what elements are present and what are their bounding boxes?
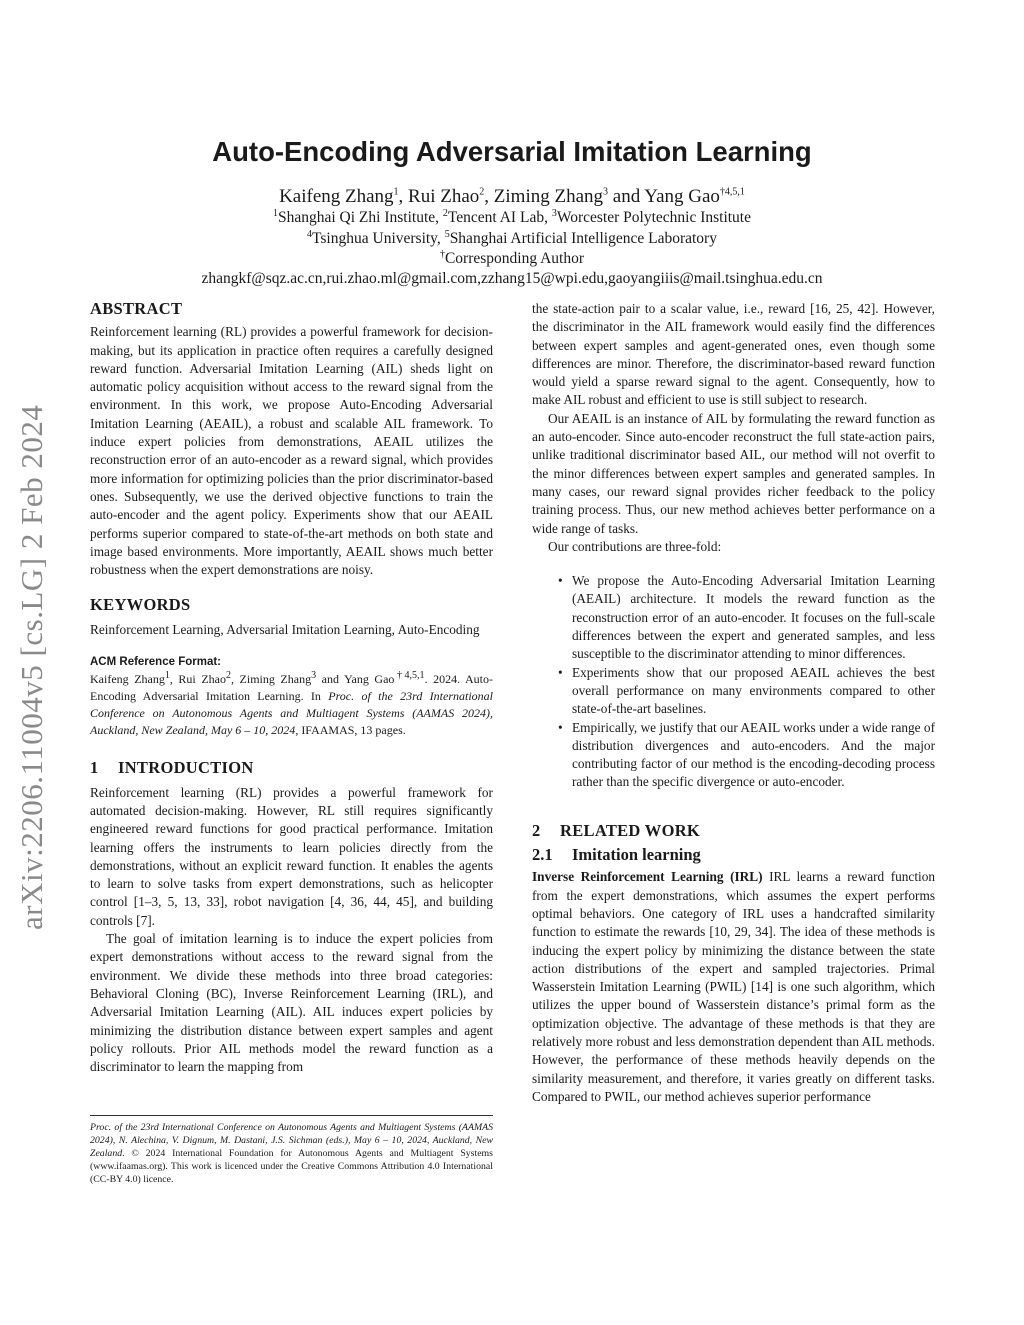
author-sup: 2 [479,186,485,198]
contributions-intro: Our contributions are three-fold: [548,538,722,554]
irl-text: IRL learns a reward function from the expert demonstrations, which assumes the expert performs optimal behaviors. One category of IRL uses a handcrafted similarity function to estimate the rewards [10, 29, 34]. The idea of these methods is inducing the expert policy by minimizing the distance between the state action distributions of the expert and sampled trajectories. Primal Wasserstein Imitation Learning (PWIL) [14] is one such algorithm, which utilizes the upper bound of Wasserstein distance’s primal form as the optimization objective. The advantage of these methods is that they are relatively more robust and less demonstration dependent than AIL methods. However, the performance of these methods heavily depends on the similarity measurement, and therefore, it varies greatly on different tasks. Compared to PWIL, our method achieves superior performance [532,869,936,1104]
right-paragraph-1: the state-action pair to a scalar value, i.e., reward [16, 25, 42]. However, the discriminator in the AIL framework would easily find the differences between expert samples and agent-generated ones, even though some differences are minor. Therefore, the discriminator-based reward function would yield a sparse reward signal to the agent. Consequently, how to make AIL robust and efficient to use is still subject to research. [532,301,935,408]
affiliation-line-1 [0,208,1024,228]
section-title: RELATED WORK [560,820,701,840]
acm-sup: 3 [311,670,317,682]
list-item [532,664,935,719]
keywords-text: Reinforcement Learning, Adversarial Imitation Learning, Auto-Encoding [90,621,480,637]
corresponding-author [0,249,1024,269]
arxiv-stamp: arXiv:2206.11004v5 [cs.LG] 2 Feb 2024 [14,404,49,930]
paper-title: Auto-Encoding Adversarial Imitation Learning [212,136,812,167]
affil-text: Worcester Polytechnic Institute [556,209,751,226]
section-number: 2 [532,820,541,840]
author-sup: 3 [603,186,609,198]
intro-paragraph-2: The goal of imitation learning is to induce the expert policies from expert demonstrations without access to the reward signal from the environment. We divide these methods into three broad categories: Behavioral Cloning (BC), Inverse Reinforcement Learning (IRL), and Adversarial Imitation Learning (AIL). AIL induces expert policies by minimizing the distribution distance between expert samples and agent policy rollouts. Prior AIL methods model the reward function as a discriminator to learn the mapping from [90,931,493,1075]
affiliation-line-2 [0,229,1024,249]
author-list [0,185,1024,209]
dagger-sup: † [439,248,445,260]
acm-author: and Yang Gao [316,672,395,687]
author-emails: zhangkf@sqz.ac.cn,rui.zhao.ml@gmail.com,zzhang15@wpi.edu,gaoyangiiis@mail.tsinghua.edu.cn [201,270,823,287]
acm-reference-text [90,671,493,739]
affil-sup: 4 [307,228,313,240]
author-name: , Ziming Zhang [484,186,604,207]
intro-paragraph-1: Reinforcement learning (RL) provides a powerful framework for automated decision-making. However, RL still requires significantly engineered reward functions for good practical performance. Imitation learning offers the instruments to learn policies directly from the demonstrations, without an explicit reward function. It enables the agents to learn to solve tasks from expert demonstrations, such as helicopter control [1–3, 5, 13, 33], robot navigation [4, 36, 44, 45], and building controls [7]. [90,784,493,928]
affil-sup: 2 [442,207,448,219]
affil-sup: 5 [444,228,450,240]
bullet-icon: • [558,664,563,680]
acm-sup: 1 [164,670,170,682]
subsection-number: 2.1 [532,845,553,865]
list-item-text: Experiments show that our proposed AEAIL achieves the best overall performance on many environments compared to other state-of-the-art baselines. [572,664,935,717]
list-item [532,719,935,792]
affil-sup: 3 [551,207,557,219]
bullet-icon: • [558,719,563,735]
abstract-heading: ABSTRACT [90,299,183,318]
acm-reference-heading: ACM Reference Format: [90,656,221,669]
affil-text: Shanghai Artificial Intelligence Laboratory [449,230,717,247]
keywords-heading: KEYWORDS [90,595,191,615]
related-work-heading [532,822,935,840]
contributions-list [532,572,935,792]
irl-run-in-heading: Inverse Reinforcement Learning (IRL) [532,869,763,885]
list-item [532,572,935,663]
affil-text: Tencent AI Lab, [447,209,552,226]
list-item-text: Empirically, we justify that our AEAIL works under a wide range of distribution divergences and auto-encoders. And the major contributing factor of our method is the encoding-decoding process rather than the specific divergence or auto-encoder. [572,719,935,790]
corresponding-text: Corresponding Author [444,250,585,267]
right-paragraph-2: Our AEAIL is an instance of AIL by formulating the reward function as an auto-encoder. Since auto-encoder reconstruct the full state-action pairs, unlike traditional discriminator based AIL, our method will not overfit to the minor differences between expert samples and generated samples. In many cases, our reward signal provides richer feedback to the policy training process. Thus, our new method achieves better performance on a wide range of tasks. [532,410,935,536]
copyright-footnote [90,1121,493,1186]
footnote-text: . © 2024 International Foundation for Autonomous Agents and Multiagent Systems (www.ifaamas.org). This work is licenced under the Creative Commons Attribution 4.0 International (CC-BY 4.0) licence. [90,1148,493,1186]
footnote-venue: Proc. of the 23rd International Conference on Autonomous Agents and Multiagent Systems (AAMAS 2024), N. Alechina, V. Dignum, M. Dastani, J.S. Sichman (eds.), May 6 – 10, 2024, Auckland, New Zealand [90,1122,493,1160]
acm-author: Kaifeng Zhang [90,672,165,687]
left-column [90,300,493,1076]
section-number: 1 [90,758,99,778]
bullet-icon: • [558,573,563,589]
right-column [532,300,935,1106]
section-title: INTRODUCTION [118,758,254,778]
affil-sup: 1 [273,207,278,219]
author-sup: 1 [393,186,399,198]
footnote-rule [90,1115,493,1116]
irl-paragraph [532,868,935,1106]
affil-text: Shanghai Qi Zhi Institute, [278,209,443,226]
intro-heading [90,759,493,777]
acm-citation: . 2024. Auto-Encoding Adversarial Imitation Learning. In [90,672,494,704]
acm-tail: , IFAAMAS, 13 pages. [295,723,406,738]
acm-author: , Rui Zhao [169,672,226,687]
affil-text: Tsinghua University, [312,230,445,247]
subsection-title: Imitation learning [572,845,701,865]
acm-sup: 2 [225,670,231,682]
author-sup: †4,5,1 [719,186,745,198]
abstract-text: Reinforcement learning (RL) provides a powerful framework for decision-making, but its application in practice often requires a carefully designed reward function. Adversarial Imitation Learning (AIL) sheds light on automatic policy acquisition without access to the reward signal from the environment. In this work, we propose Auto-Encoding Adversarial Imitation Learning (AEAIL), a robust and scalable AIL framework. To induce expert policies from demonstrations, AEAIL utilizes the reconstruction error of an auto-encoder as a reward signal, which provides more information for optimizing policies than the prior discriminator-based ones. Subsequently, we use the derived objective functions to train the auto-encoder and the agent policy. Experiments show that our AEAIL performs superior compared to state-of-the-art methods on both state and image based environments. More importantly, AEAIL shows much better robustness when the expert demonstrations are noisy. [90,324,493,578]
list-item-text: We propose the Auto-Encoding Adversarial Imitation Learning (AEAIL) architecture. It models the reward function as the reconstruction error of an auto-encoder. It focuses on the full-scale differences between the expert and generated samples, and less susceptible to the discriminator attending to minor differences. [572,573,935,662]
acm-venue: Proc. of the 23rd International Conference on Autonomous Agents and Multiagent Systems (AAMAS 2024), Auckland, New Zealand, May 6 – 10, 2024 [90,689,493,738]
imitation-learning-subheading [532,846,935,864]
acm-sup: †4,5,1 [394,670,425,682]
author-name: Kaifeng Zhang [279,186,394,207]
acm-author: , Ziming Zhang [230,672,312,687]
author-name: and Yang Gao [608,186,720,207]
author-name: , Rui Zhao [398,186,480,207]
